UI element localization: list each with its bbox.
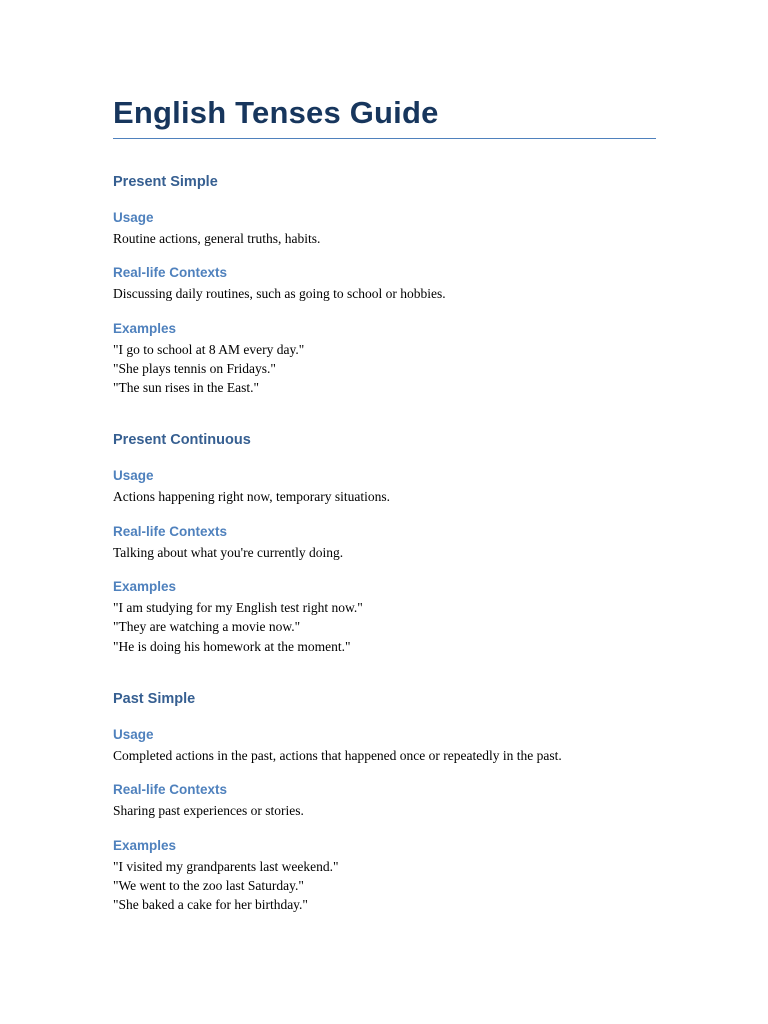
example-item: "She baked a cake for her birthday." xyxy=(113,897,308,913)
usage-heading: Usage xyxy=(113,726,154,742)
section-present-continuous xyxy=(113,430,656,655)
examples-block xyxy=(113,577,656,656)
examples-heading: Examples xyxy=(113,837,177,853)
examples-list xyxy=(113,340,656,398)
usage-text: Routine actions, general truths, habits. xyxy=(113,231,321,246)
example-item: "He is doing his homework at the moment." xyxy=(113,638,351,654)
usage-block xyxy=(113,725,656,765)
contexts-heading: Real-life Contexts xyxy=(113,782,228,798)
contexts-heading: Real-life Contexts xyxy=(113,523,228,539)
example-item: "I go to school at 8 AM every day." xyxy=(113,341,305,357)
section-heading: Present Continuous xyxy=(113,432,251,449)
contexts-block xyxy=(113,522,656,562)
title-underline xyxy=(113,138,656,139)
section-past-simple xyxy=(113,689,656,914)
contexts-block xyxy=(113,780,656,820)
example-item: "She plays tennis on Fridays." xyxy=(113,360,276,376)
contexts-heading: Real-life Contexts xyxy=(113,265,228,281)
examples-heading: Examples xyxy=(113,579,177,595)
section-heading: Past Simple xyxy=(113,690,196,707)
example-item: "The sun rises in the East." xyxy=(113,380,259,396)
example-item: "I visited my grandparents last weekend." xyxy=(113,858,339,874)
contexts-block xyxy=(113,263,656,303)
usage-heading: Usage xyxy=(113,210,154,225)
usage-heading: Usage xyxy=(113,468,154,484)
examples-list xyxy=(113,598,656,656)
contexts-text: Discussing daily routines, such as going to school or hobbies. xyxy=(113,286,446,302)
contexts-text: Sharing past experiences or stories. xyxy=(113,803,304,819)
document-title: English Tenses Guide xyxy=(113,95,439,130)
examples-block xyxy=(113,836,656,915)
examples-heading: Examples xyxy=(113,320,177,336)
example-item: "I am studying for my English test right now." xyxy=(113,600,363,616)
usage-text: Completed actions in the past, actions that happened once or repeatedly in the past. xyxy=(113,747,562,763)
contexts-text: Talking about what you're currently doing. xyxy=(113,544,344,560)
example-item: "We went to the zoo last Saturday." xyxy=(113,877,304,893)
usage-block xyxy=(113,466,656,506)
examples-block xyxy=(113,319,656,398)
usage-text: Actions happening right now, temporary situations. xyxy=(113,489,390,505)
section-present-simple xyxy=(113,172,656,397)
examples-list xyxy=(113,857,656,915)
usage-block xyxy=(113,208,656,248)
example-item: "They are watching a movie now." xyxy=(113,619,301,635)
section-heading: Present Simple xyxy=(113,174,218,190)
